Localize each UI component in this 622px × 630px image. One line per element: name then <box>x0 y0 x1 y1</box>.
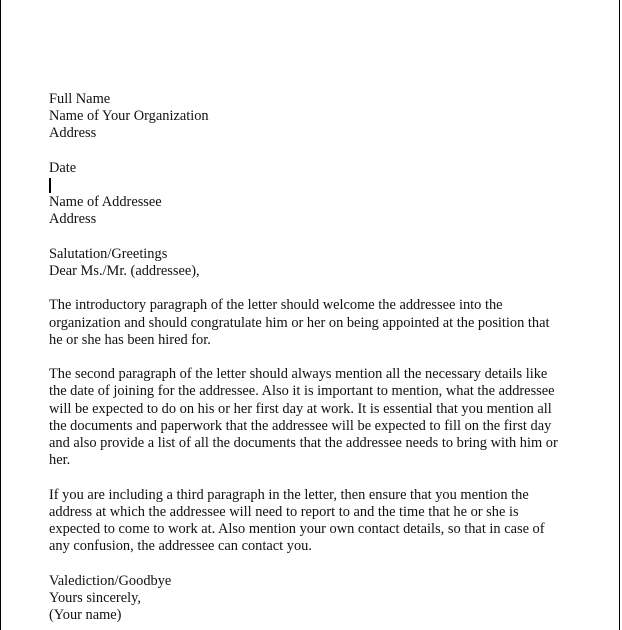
paragraph-intro <box>49 297 589 349</box>
paragraph-line: and also provide a list of all the documents that the addressee needs to bring with him or <box>49 434 558 451</box>
paragraph-line: will be expected to do on his or her first day at work. It is essential that you mention all <box>49 400 552 417</box>
recipient-address: Address <box>49 211 97 228</box>
blank-line <box>49 229 589 246</box>
paragraph-line: any confusion, the addressee can contact you. <box>49 538 312 555</box>
date-line: Date <box>49 159 77 176</box>
paragraph-line: the documents and paperwork that the addressee will be expected to fill on the first day <box>49 417 552 434</box>
blank-line <box>49 143 589 160</box>
sender-organization: Name of Your Organization <box>49 108 209 125</box>
blank-line <box>49 555 589 572</box>
paragraph-line: If you are including a third paragraph in the letter, then ensure that you mention the <box>49 486 529 503</box>
blank-line <box>49 469 589 486</box>
paragraph-details <box>49 366 589 469</box>
letter-body[interactable] <box>49 91 589 624</box>
paragraph-line: The second paragraph of the letter should always mention all the necessary details like <box>49 366 548 383</box>
signature-placeholder: (Your name) <box>49 606 122 623</box>
closing-text: Yours sincerely, <box>49 589 141 606</box>
salutation-text: Dear Ms./Mr. (addressee), <box>49 262 200 279</box>
paragraph-line: the date of joining for the addressee. Also it is important to mention, what the addressee <box>49 383 555 400</box>
paragraph-line: The introductory paragraph of the letter should welcome the addressee into the <box>49 297 503 314</box>
paragraph-line: her. <box>49 452 71 469</box>
paragraph-line: he or she has been hired for. <box>49 331 211 348</box>
blank-line <box>49 349 589 366</box>
sender-full-name: Full Name <box>49 91 111 107</box>
blank-line <box>49 280 589 297</box>
closing-label: Valediction/Goodbye <box>49 572 172 589</box>
paragraph-line: organization and should congratulate him or her on being appointed at the position that <box>49 314 550 331</box>
text-cursor[interactable] <box>49 178 51 193</box>
paragraph-line: address at which the addressee will need to report to and the time that he or she is <box>49 503 519 520</box>
sender-address: Address <box>49 125 97 142</box>
paragraph-third <box>49 487 589 556</box>
recipient-name: Name of Addressee <box>49 194 162 211</box>
paragraph-line: expected to come to work at. Also mention your own contact details, so that in case of <box>49 520 545 537</box>
salutation-label: Salutation/Greetings <box>49 245 168 262</box>
